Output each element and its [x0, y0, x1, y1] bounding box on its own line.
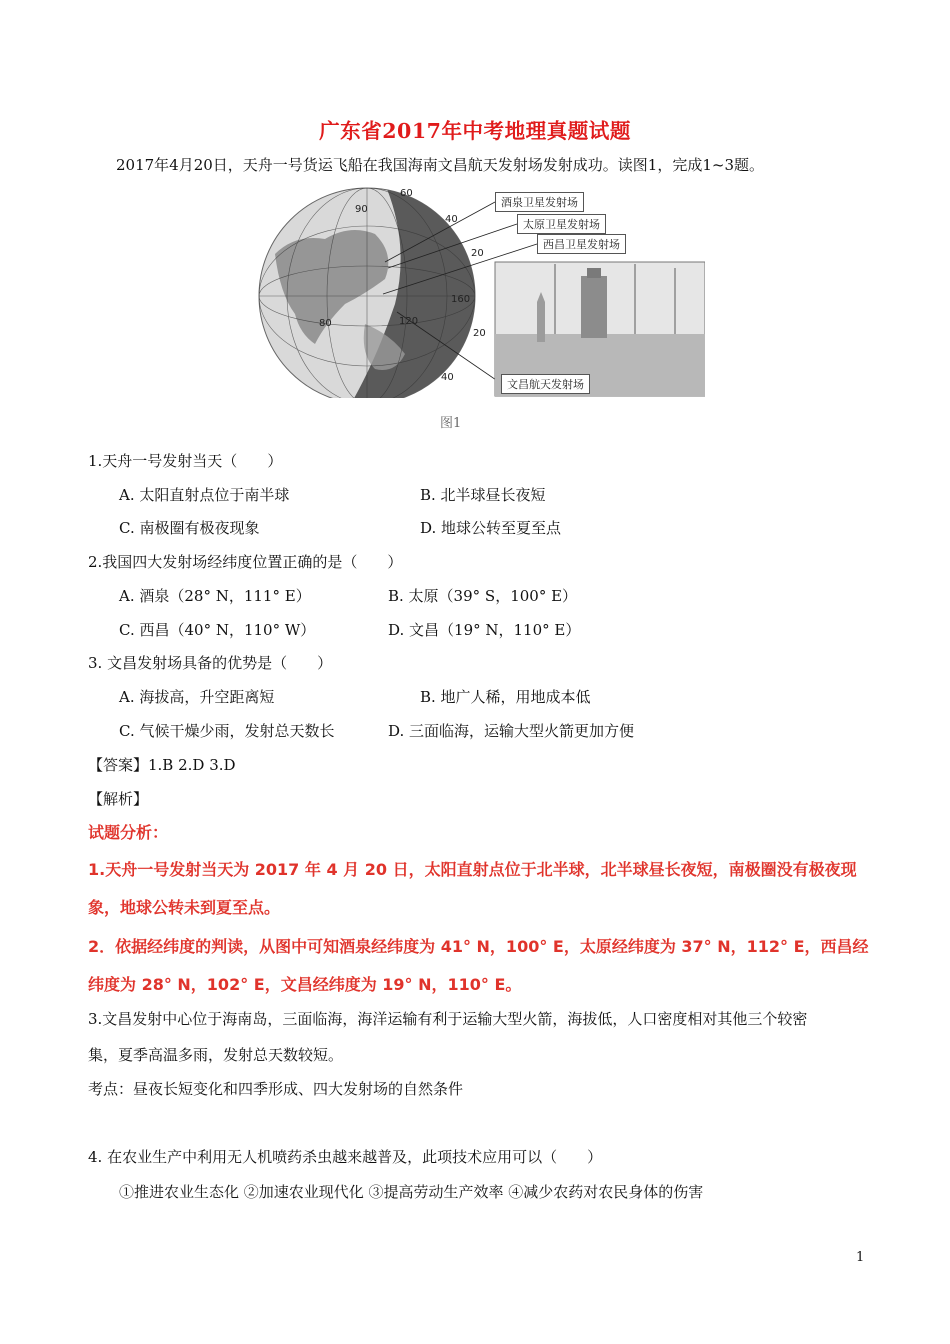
q2-stem: 2.我国四大发射场经纬度位置正确的是（ ）	[88, 553, 403, 571]
page-number: 1	[856, 1250, 865, 1265]
globe-number-120: 120	[399, 316, 419, 327]
globe-number-90: 90	[355, 204, 368, 215]
q3-option-c: C. 气候干燥少雨，发射总天数长	[119, 722, 335, 740]
analysis-1-line-2: 象，地球公转未到夏至点。	[88, 898, 281, 917]
label-wenchang: 文昌航天发射场	[501, 374, 590, 394]
q1-option-b: B. 北半球昼长夜短	[420, 486, 546, 504]
q1-option-a: A. 太阳直射点位于南半球	[119, 486, 290, 504]
analysis-2-line-1: 2．依据经纬度的判读，从图中可知酒泉经纬度为 41° N，100° E，太原经纬度为 37° N，112° E，西昌经	[88, 937, 869, 956]
analysis-1-line-1: 1.天舟一号发射当天为 2017 年 4 月 20 日，太阳直射点位于北半球，北半球昼长夜短，南极圈没有极夜现	[88, 860, 857, 879]
label-taiyuan: 太原卫星发射场	[517, 214, 606, 234]
page-title: 广东省2017年中考地理真题试题	[319, 119, 631, 143]
q4-stem: 4. 在农业生产中利用无人机喷药杀虫越来越普及，此项技术应用可以（ ）	[88, 1148, 603, 1166]
q1-option-c: C. 南极圈有极夜现象	[119, 519, 260, 537]
globe-number-20b: 20	[473, 328, 486, 339]
q3-option-b: B. 地广人稀，用地成本低	[420, 688, 591, 706]
globe-number-40: 40	[445, 214, 458, 225]
globe-number-160: 160	[451, 294, 471, 305]
globe-number-20: 20	[471, 248, 484, 259]
figure-caption: 图1	[440, 416, 462, 431]
globe-number-80: 80	[319, 318, 332, 329]
globe-number-40b: 40	[441, 372, 454, 383]
answer-line: 【答案】1.B 2.D 3.D	[88, 756, 236, 774]
analysis-heading: 试题分析：	[88, 823, 169, 842]
q2-option-c: C. 西昌（40° N，110° W）	[119, 621, 316, 639]
q3-option-d: D. 三面临海，运输大型火箭更加方便	[388, 722, 635, 740]
analysis-3-line-2: 集，夏季高温多雨，发射总天数较短。	[88, 1046, 344, 1064]
label-jiuquan: 酒泉卫星发射场	[495, 192, 584, 212]
q1-option-d: D. 地球公转至夏至点	[420, 519, 562, 537]
q4-options: ①推进农业生态化 ②加速农业现代化 ③提高劳动生产效率 ④减少农药对农民身体的伤害	[119, 1183, 704, 1201]
q3-option-a: A. 海拔高，升空距离短	[119, 688, 275, 706]
figure-globe-and-launch-site	[255, 184, 705, 398]
q2-option-d: D. 文昌（19° N，110° E）	[388, 621, 581, 639]
globe-number-60: 60	[400, 188, 413, 199]
q3-stem: 3. 文昌发射场具备的优势是（ ）	[88, 654, 333, 672]
kaodian-line: 考点：昼夜长短变化和四季形成、四大发射场的自然条件	[88, 1080, 464, 1098]
q2-option-b: B. 太原（39° S，100° E）	[388, 587, 578, 605]
intro-text: 2017年4月20日，天舟一号货运飞船在我国海南文昌航天发射场发射成功。读图1，完成1~3题。	[116, 156, 765, 174]
q2-option-a: A. 酒泉（28° N，111° E）	[119, 587, 311, 605]
globe-illustration	[255, 184, 705, 398]
analysis-3-line-1: 3.文昌发射中心位于海南岛，三面临海，海洋运输有利于运输大型火箭，海拔低，人口密度相对其他三个较密	[88, 1010, 808, 1028]
label-xichang: 西昌卫星发射场	[537, 234, 626, 254]
q1-stem: 1.天舟一号发射当天（ ）	[88, 452, 283, 470]
analysis-2-line-2: 纬度为 28° N，102° E，文昌经纬度为 19° N，110° E。	[88, 975, 522, 994]
analysis-label: 【解析】	[88, 790, 149, 808]
